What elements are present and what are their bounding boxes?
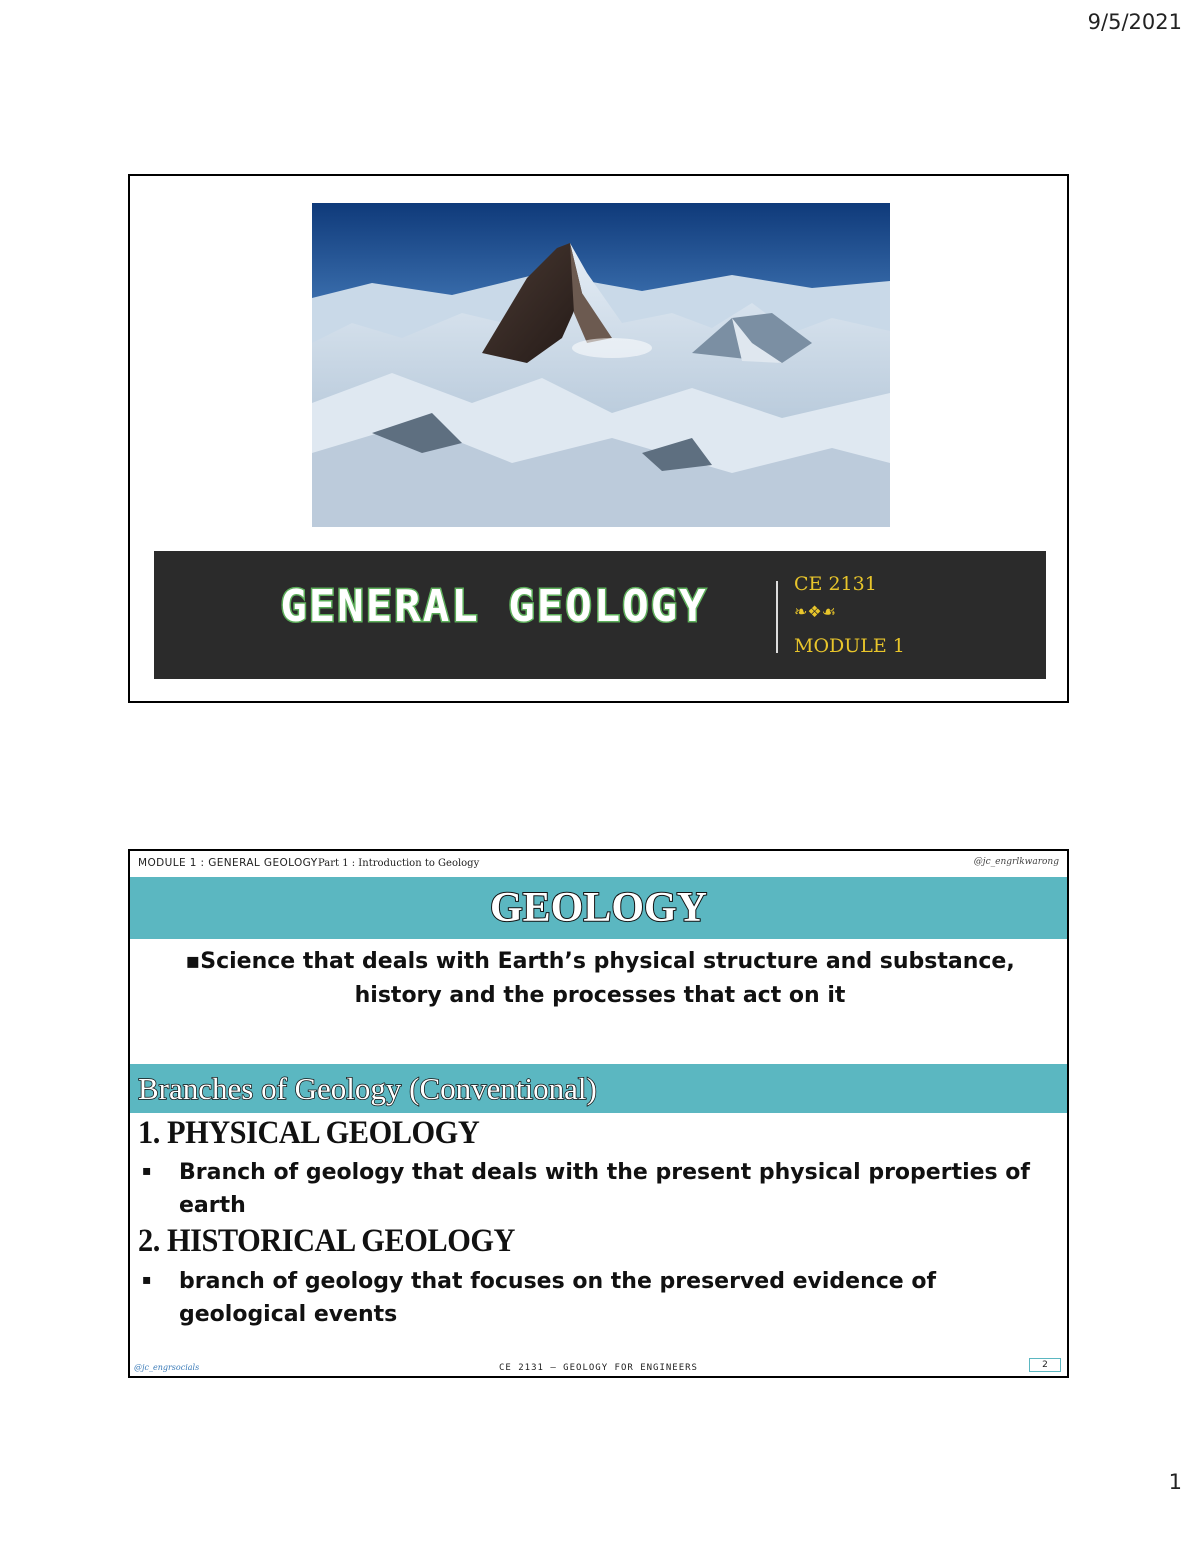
title-slide bbox=[128, 174, 1069, 703]
footer-course: CE 2131 – GEOLOGY FOR ENGINEERS bbox=[499, 1363, 698, 1373]
branches-banner bbox=[130, 1064, 1067, 1113]
geology-slide bbox=[128, 849, 1069, 1378]
footer-handle: @jc_engrsocials bbox=[134, 1363, 200, 1372]
slide-header-module: MODULE 1 : GENERAL GEOLOGY bbox=[138, 857, 318, 869]
branch-heading: 1. PHYSICAL GEOLOGY bbox=[138, 1115, 480, 1151]
page-date: 9/5/2021 bbox=[1087, 10, 1182, 34]
branch-description: branch of geology that focuses on the preserved evidence of geological events bbox=[179, 1269, 937, 1327]
slide-header-part: Part 1 : Introduction to Geology bbox=[318, 858, 480, 869]
main-title: GENERAL GEOLOGY bbox=[280, 581, 708, 632]
bullet-icon: ▪ bbox=[142, 1272, 152, 1288]
course-code: CE 2131 bbox=[794, 573, 877, 595]
branch-heading: 2. HISTORICAL GEOLOGY bbox=[138, 1223, 515, 1259]
slide-header-handle: @jc_engrlkwarong bbox=[973, 857, 1059, 867]
title-divider bbox=[776, 581, 778, 653]
title-band bbox=[154, 551, 1046, 679]
branch-description: Branch of geology that deals with the present physical properties of earth bbox=[179, 1160, 1030, 1218]
slide-title: GEOLOGY bbox=[489, 885, 708, 931]
slide-number: 2 bbox=[1029, 1358, 1061, 1372]
title-banner bbox=[130, 877, 1067, 939]
ornament: ❧❖☙ bbox=[794, 602, 837, 621]
mountain-photo bbox=[312, 203, 890, 527]
bullet-icon: ▪ bbox=[142, 1163, 152, 1179]
definition-text: ▪Science that deals with Earth’s physical structure and substance, history and the processes that act on it bbox=[185, 949, 1015, 1008]
branches-title: Branches of Geology (Conventional) bbox=[138, 1071, 597, 1106]
module-label: MODULE 1 bbox=[794, 635, 905, 657]
page-number: 1 bbox=[1168, 1470, 1182, 1494]
